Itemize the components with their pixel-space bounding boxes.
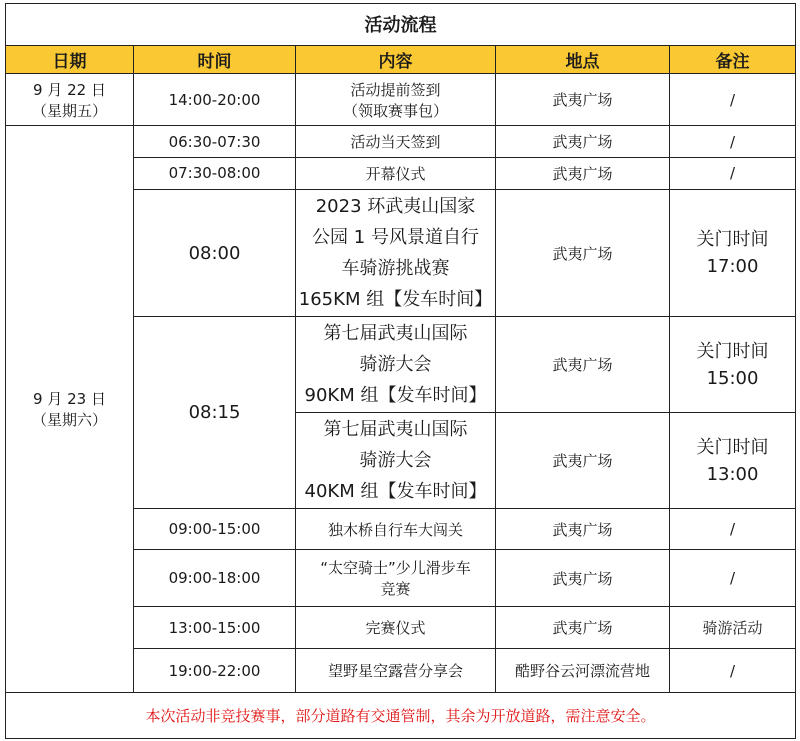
content-cell — [296, 74, 496, 126]
weekday-line: （星期五） — [31, 101, 107, 120]
content-cell — [296, 189, 496, 317]
content-cell — [296, 413, 496, 509]
remark-cell: / — [670, 550, 796, 607]
remark-cell — [670, 413, 796, 509]
content-line: 90KM 组【发车时间】 — [304, 385, 487, 407]
content-cell: 独木桥自行车大闯关 — [296, 509, 496, 550]
location-cell: 武夷广场 — [496, 74, 670, 126]
remark-cell: / — [670, 649, 796, 693]
content-line: 第七届武夷山国际 — [323, 419, 468, 441]
content-line: （领取赛事包） — [342, 101, 448, 120]
time-cell: 19:00-22:00 — [134, 649, 296, 693]
location-cell: 武夷广场 — [496, 413, 670, 509]
header-date: 日期 — [6, 45, 134, 74]
time-cell: 09:00-15:00 — [134, 509, 296, 550]
content-cell: 开幕仪式 — [296, 158, 496, 190]
location-cell: 武夷广场 — [496, 317, 670, 413]
time-cell: 13:00-15:00 — [134, 607, 296, 649]
remark-cell — [670, 189, 796, 317]
content-line: 2023 环武夷山国家 — [315, 196, 476, 218]
date-line: 9 月 22 日 — [33, 80, 106, 99]
table-row — [6, 126, 796, 158]
remark-cell: / — [670, 158, 796, 190]
header-time: 时间 — [134, 45, 296, 74]
weekday-line: （星期六） — [31, 411, 107, 430]
content-line: “太空骑士”少儿滑步车 — [320, 559, 471, 578]
date-line: 9 月 23 日 — [33, 390, 106, 409]
time-cell: 14:00-20:00 — [134, 74, 296, 126]
time-cell: 08:00 — [134, 189, 296, 317]
location-cell: 武夷广场 — [496, 158, 670, 190]
content-cell: 完赛仪式 — [296, 607, 496, 649]
content-line: 车骑游挑战赛 — [341, 258, 450, 280]
remark-line: 15:00 — [706, 367, 759, 389]
content-line: 活动提前签到 — [350, 80, 441, 99]
time-cell: 09:00-18:00 — [134, 550, 296, 607]
location-cell: 武夷广场 — [496, 189, 670, 317]
remark-line: 13:00 — [706, 463, 759, 485]
content-line: 骑游大会 — [359, 354, 432, 376]
content-line: 40KM 组【发车时间】 — [304, 481, 487, 503]
remark-line: 关门时间 — [696, 436, 769, 458]
content-line: 骑游大会 — [359, 450, 432, 472]
content-cell — [296, 317, 496, 413]
date-cell — [6, 74, 134, 126]
location-cell: 武夷广场 — [496, 509, 670, 550]
time-cell: 07:30-08:00 — [134, 158, 296, 190]
header-content: 内容 — [296, 45, 496, 74]
remark-line: 17:00 — [706, 256, 759, 278]
content-line: 公园 1 号风景道自行 — [312, 227, 479, 249]
content-cell: 活动当天签到 — [296, 126, 496, 158]
date-cell — [6, 126, 134, 693]
remark-line: 关门时间 — [696, 229, 769, 251]
location-cell: 酷野谷云河漂流营地 — [496, 649, 670, 693]
remark-cell: / — [670, 74, 796, 126]
time-cell: 08:15 — [134, 317, 296, 509]
remark-cell: / — [670, 509, 796, 550]
header-location: 地点 — [496, 45, 670, 74]
content-line: 竞赛 — [380, 580, 411, 599]
content-cell: 望野星空露营分享会 — [296, 649, 496, 693]
location-cell: 武夷广场 — [496, 126, 670, 158]
remark-cell: 骑游活动 — [670, 607, 796, 649]
header-remark: 备注 — [670, 45, 796, 74]
table-row — [6, 74, 796, 126]
remark-cell — [670, 317, 796, 413]
content-line: 165KM 组【发车时间】 — [298, 289, 493, 311]
content-line: 第七届武夷山国际 — [323, 323, 468, 345]
location-cell: 武夷广场 — [496, 607, 670, 649]
remark-cell: / — [670, 126, 796, 158]
remark-line: 关门时间 — [696, 340, 769, 362]
location-cell: 武夷广场 — [496, 550, 670, 607]
table-title: 活动流程 — [6, 4, 796, 46]
time-cell: 06:30-07:30 — [134, 126, 296, 158]
safety-note: 本次活动非竞技赛事，部分道路有交通管制，其余为开放道路，需注意安全。 — [6, 692, 796, 738]
schedule-table — [5, 3, 796, 739]
content-cell — [296, 550, 496, 607]
